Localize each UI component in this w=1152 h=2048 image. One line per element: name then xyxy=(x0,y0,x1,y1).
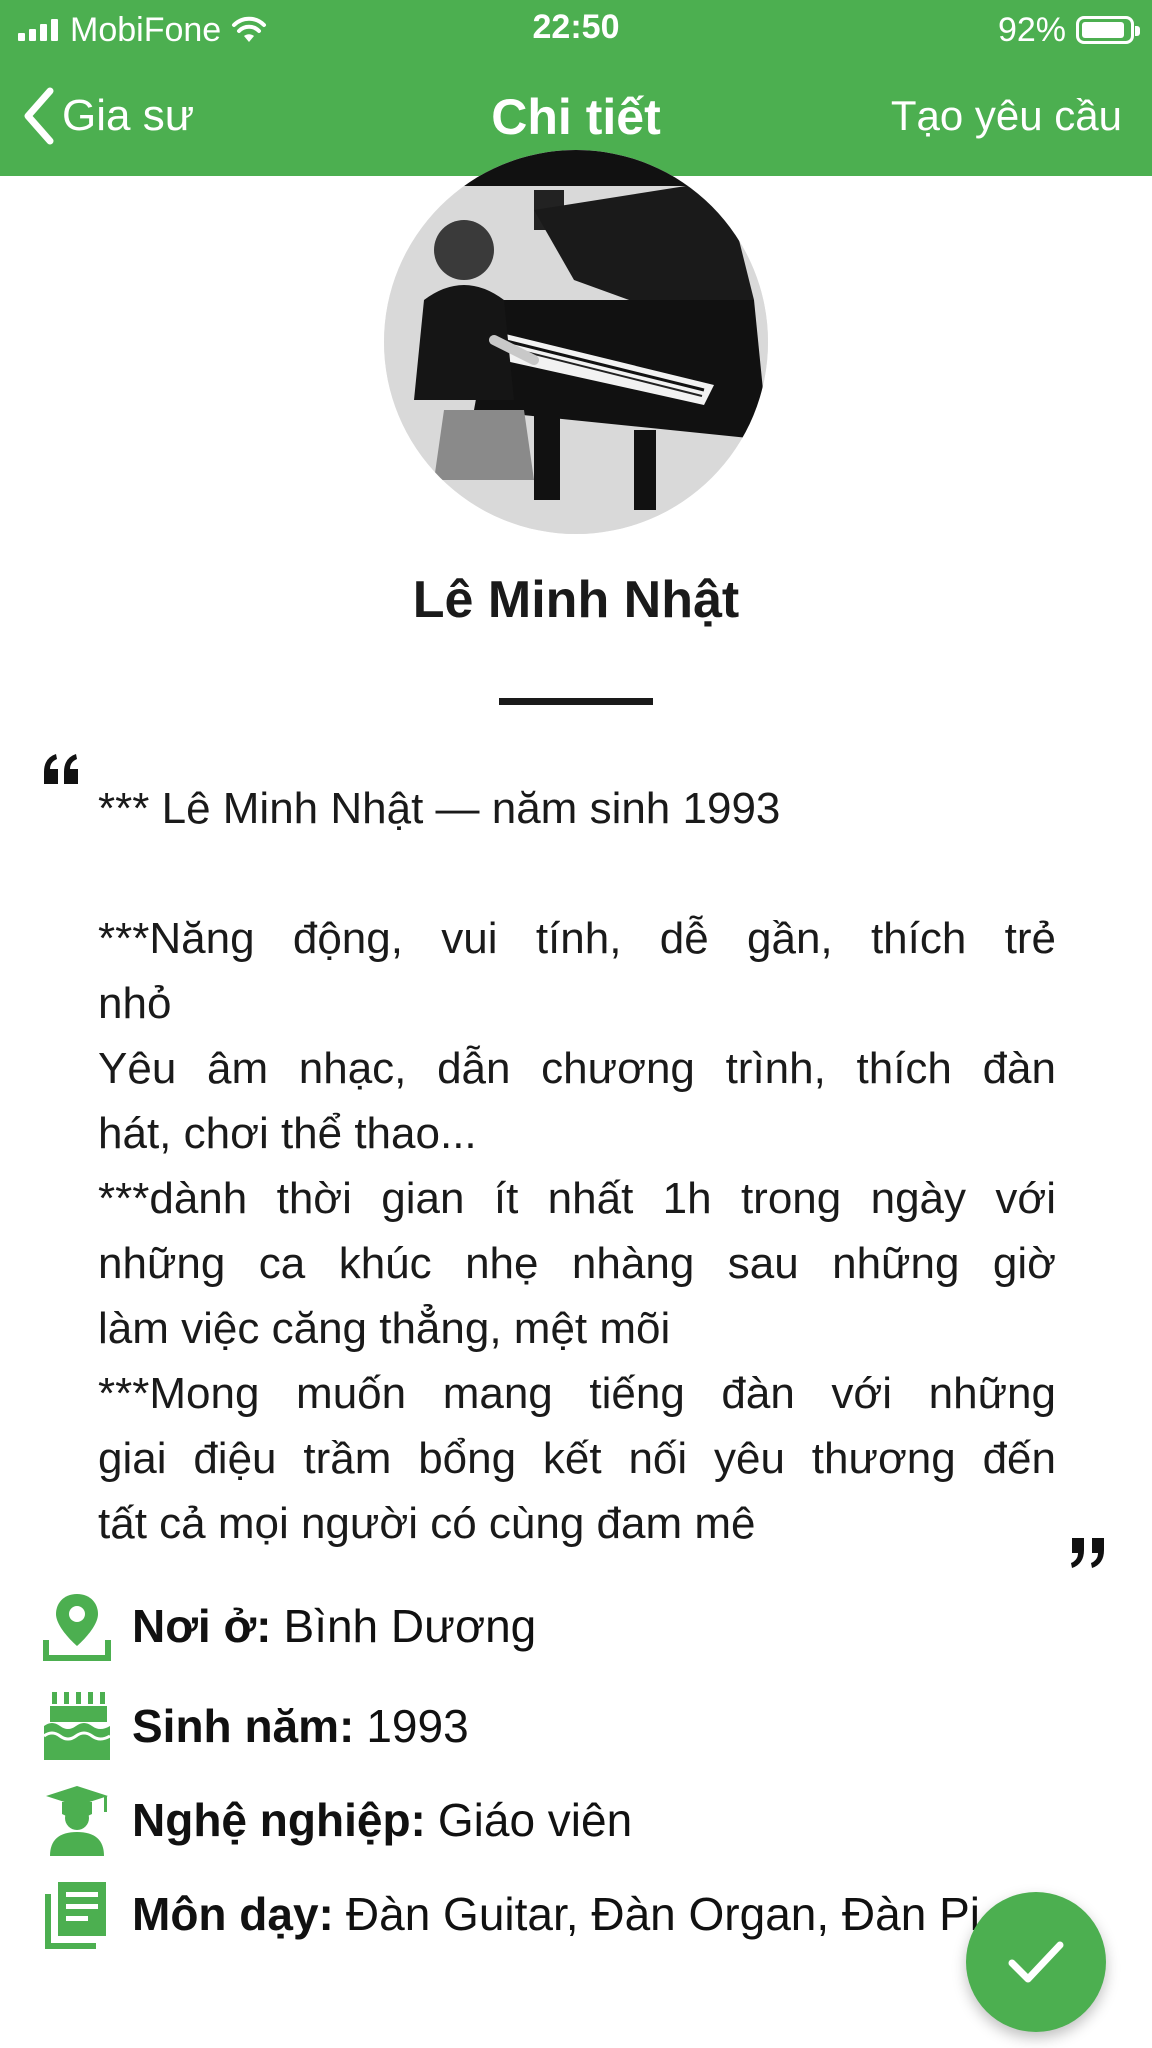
open-quote-icon xyxy=(42,752,82,791)
checkmark-icon xyxy=(1006,1937,1066,1987)
bio-line: ***Mong muốn mang tiếng đàn với những xyxy=(98,1369,1056,1418)
bio-line: hát, chơi thể thao... xyxy=(98,1109,477,1158)
bio-line: tất cả mọi người có cùng đam mê xyxy=(98,1499,756,1548)
close-quote-icon xyxy=(1068,1536,1108,1575)
occupation-row xyxy=(42,1780,1122,1860)
battery-percent: 92% xyxy=(997,10,1066,49)
birthday-cake-icon xyxy=(42,1686,122,1766)
birth-year-row xyxy=(42,1686,1122,1766)
bio-line: làm việc căng thẳng, mệt mõi xyxy=(98,1304,671,1353)
battery-icon xyxy=(1076,16,1134,44)
subjects-value: Đàn Guitar, Đàn Organ, Đàn Pi xyxy=(345,1888,980,1940)
bio-line: *** Lê Minh Nhật — năm sinh 1993 xyxy=(98,784,781,833)
bio-text xyxy=(98,776,1056,1556)
graduate-icon xyxy=(42,1780,122,1860)
back-label: Gia sư xyxy=(62,91,195,140)
confirm-button[interactable] xyxy=(966,1892,1106,2032)
bio-line: giai điệu trầm bổng kết nối yêu thương đến xyxy=(98,1434,1056,1483)
create-request-button[interactable]: Tạo yêu cầu xyxy=(890,92,1122,139)
location-pin-icon xyxy=(42,1586,122,1666)
battery-level xyxy=(1082,22,1124,38)
residence-label: Nơi ở: xyxy=(132,1600,272,1652)
name-divider xyxy=(499,698,653,705)
status-right xyxy=(998,10,1134,50)
bio-line: ***Năng động, vui tính, dễ gần, thích trẻ xyxy=(98,914,1056,963)
avatar xyxy=(384,150,768,534)
birth-year-value: 1993 xyxy=(366,1700,469,1752)
bio-line: những ca khúc nhẹ nhàng sau những giờ xyxy=(98,1239,1056,1288)
subjects-row xyxy=(42,1874,1122,1954)
subjects-label: Môn dạy: xyxy=(132,1888,334,1940)
bio-line: Yêu âm nhạc, dẫn chương trình, thích đàn xyxy=(98,1044,1056,1093)
bio-line: ***dành thời gian ít nhất 1h trong ngày với xyxy=(98,1174,1056,1223)
birth-year-label: Sinh năm: xyxy=(132,1700,355,1752)
page-title: Chi tiết xyxy=(491,89,661,145)
book-list-icon xyxy=(42,1874,122,1954)
profile-photo xyxy=(384,150,768,534)
occupation-label: Nghệ nghiệp: xyxy=(132,1794,426,1846)
status-bar xyxy=(0,0,1152,60)
tutor-name: Lê Minh Nhật xyxy=(412,571,740,629)
occupation-value: Giáo viên xyxy=(437,1794,633,1846)
residence-row xyxy=(42,1586,1122,1666)
bio-blank-line xyxy=(98,841,1056,906)
status-time: 22:50 xyxy=(532,8,620,46)
carrier-name: MobiFone xyxy=(70,10,222,49)
bio-line: nhỏ xyxy=(98,979,172,1028)
residence-value: Bình Dương xyxy=(283,1600,537,1652)
